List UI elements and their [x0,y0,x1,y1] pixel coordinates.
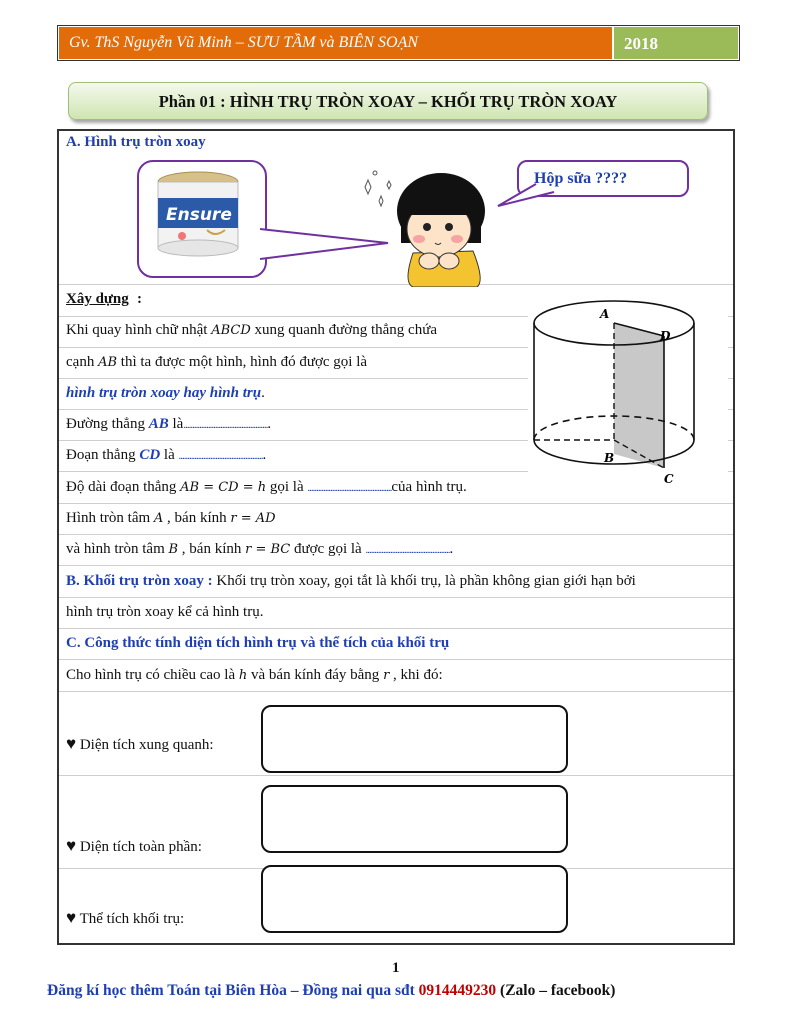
text: cạnh [66,354,99,370]
text: Khối trụ tròn xoay, gọi tắt là khối trụ, là phần không gian giới hạn bởi [212,573,636,589]
fill-blank: ................................................ [183,419,268,431]
section-title: Phần 01 : HÌNH TRỤ TRÒN XOAY – KHỐI TRỤ TRÒN XOAY [68,82,708,120]
label-a: A [600,307,610,321]
text: Khi quay hình chữ nhật [66,322,212,338]
girl-cartoon-icon [355,165,485,287]
ruled-line [59,628,733,629]
math-ab: AB [148,416,169,432]
text: , bán kính [178,541,246,557]
math-a: A [153,511,164,526]
ruled-line [59,691,733,692]
construction-line-2 [66,354,367,371]
answer-box-lateral-area[interactable] [261,705,568,773]
label-c: C [664,472,674,486]
term-cylinder: hình trụ tròn xoay hay hình trụ [66,385,262,401]
math-radius-ad: r = AD [230,511,276,526]
text: Đoạn thẳng [66,447,140,463]
fill-blank: ................................................ [178,450,263,462]
construction-line-3 [66,385,265,402]
text: và bán kính đáy bằng [247,667,384,683]
text: . [267,416,272,432]
math-cd: CD [139,447,161,463]
text: Đường thẳng [66,416,149,432]
part-c-intro [66,667,443,684]
construction-line-8 [66,541,453,558]
text: . [262,447,267,463]
text: là [168,416,184,432]
heart-icon: ♥ [66,908,77,927]
math-height: AB = CD = h [180,480,267,495]
formula-item-volume [66,908,184,928]
footer-part-2: học thêm Toán tại Biên Hòa – Đồng nai qua sđt [103,982,419,999]
text: thì ta được một hình, hình đó được gọi là [117,354,368,370]
heart-icon: ♥ [66,836,77,855]
formula-label: Diện tích toàn phần: [79,839,202,855]
fill-blank: ................................................ [307,482,392,494]
header-year: 2018 [614,27,738,59]
label-d: D [660,329,671,343]
answer-box-volume[interactable] [261,865,568,933]
formula-item-total-area [66,836,202,856]
part-b-line-1 [66,573,636,590]
speech-text: Hộp sữa ???? [534,170,628,187]
text: của hình trụ. [391,479,467,495]
heart-icon: ♥ [66,734,77,753]
text: xung quanh đường thẳng chứa [250,322,438,338]
math-h: h [238,668,248,683]
part-b-heading: B. Khối trụ tròn xoay : [66,573,213,589]
milk-can-brand: Ensure [166,205,232,225]
text: Cho hình trụ có chiều cao là [66,667,239,683]
construction-line-4 [66,416,271,433]
header-author: Gv. ThS Nguyễn Vũ Minh – SƯU TẦM và BIÊN SOẠN [59,27,612,59]
formula-item-lateral-area [66,734,214,754]
text: . [449,541,454,557]
ruled-line [59,503,733,504]
ruled-line [59,534,733,535]
formula-label: Thể tích khối trụ: [79,911,185,927]
ruled-line [59,565,733,566]
ruled-line [59,775,733,776]
formula-label: Diện tích xung quanh: [79,737,214,753]
footer-phone: 0914449230 [418,982,497,999]
construction-line-5 [66,447,266,464]
footer-part-1: Đăng kí [47,982,103,999]
math-b: B [168,542,179,557]
construction-colon: : [137,291,142,307]
construction-heading: Xây dựng [66,291,129,307]
footer-part-3: (Zalo – facebook) [496,982,616,999]
answer-box-total-area[interactable] [261,785,568,853]
footer-note [47,982,615,1000]
milk-can-image [152,168,244,260]
construction-line-7 [66,510,276,527]
part-a-heading: A. Hình trụ tròn xoay [66,134,206,150]
math-abcd: ABCD [211,323,251,338]
math-ab: AB [98,355,118,370]
text: , bán kính [163,510,231,526]
text: là [160,447,179,463]
ruled-line [59,659,733,660]
ruled-line [59,597,733,598]
math-r: r [383,668,390,683]
text: được gọi là [290,541,366,557]
part-b-line-2: hình trụ tròn xoay kể cả hình trụ. [66,604,264,620]
part-c-heading: C. Công thức tính diện tích hình trụ và thể tích của khối trụ [66,635,450,651]
construction-line-1 [66,322,437,339]
fill-blank: ................................................ [365,544,450,556]
text: , khi đó: [389,667,443,683]
text: và hình tròn tâm [66,541,169,557]
math-radius-bc: r = BC [245,542,291,557]
text: gọi là [266,479,308,495]
page-number: 1 [392,960,400,976]
construction-line-6 [66,479,467,496]
cylinder-diagram [528,290,728,490]
text: Hình tròn tâm [66,510,154,526]
label-b: B [604,451,615,465]
text: Độ dài đoạn thẳng [66,479,181,495]
text: . [261,385,265,401]
